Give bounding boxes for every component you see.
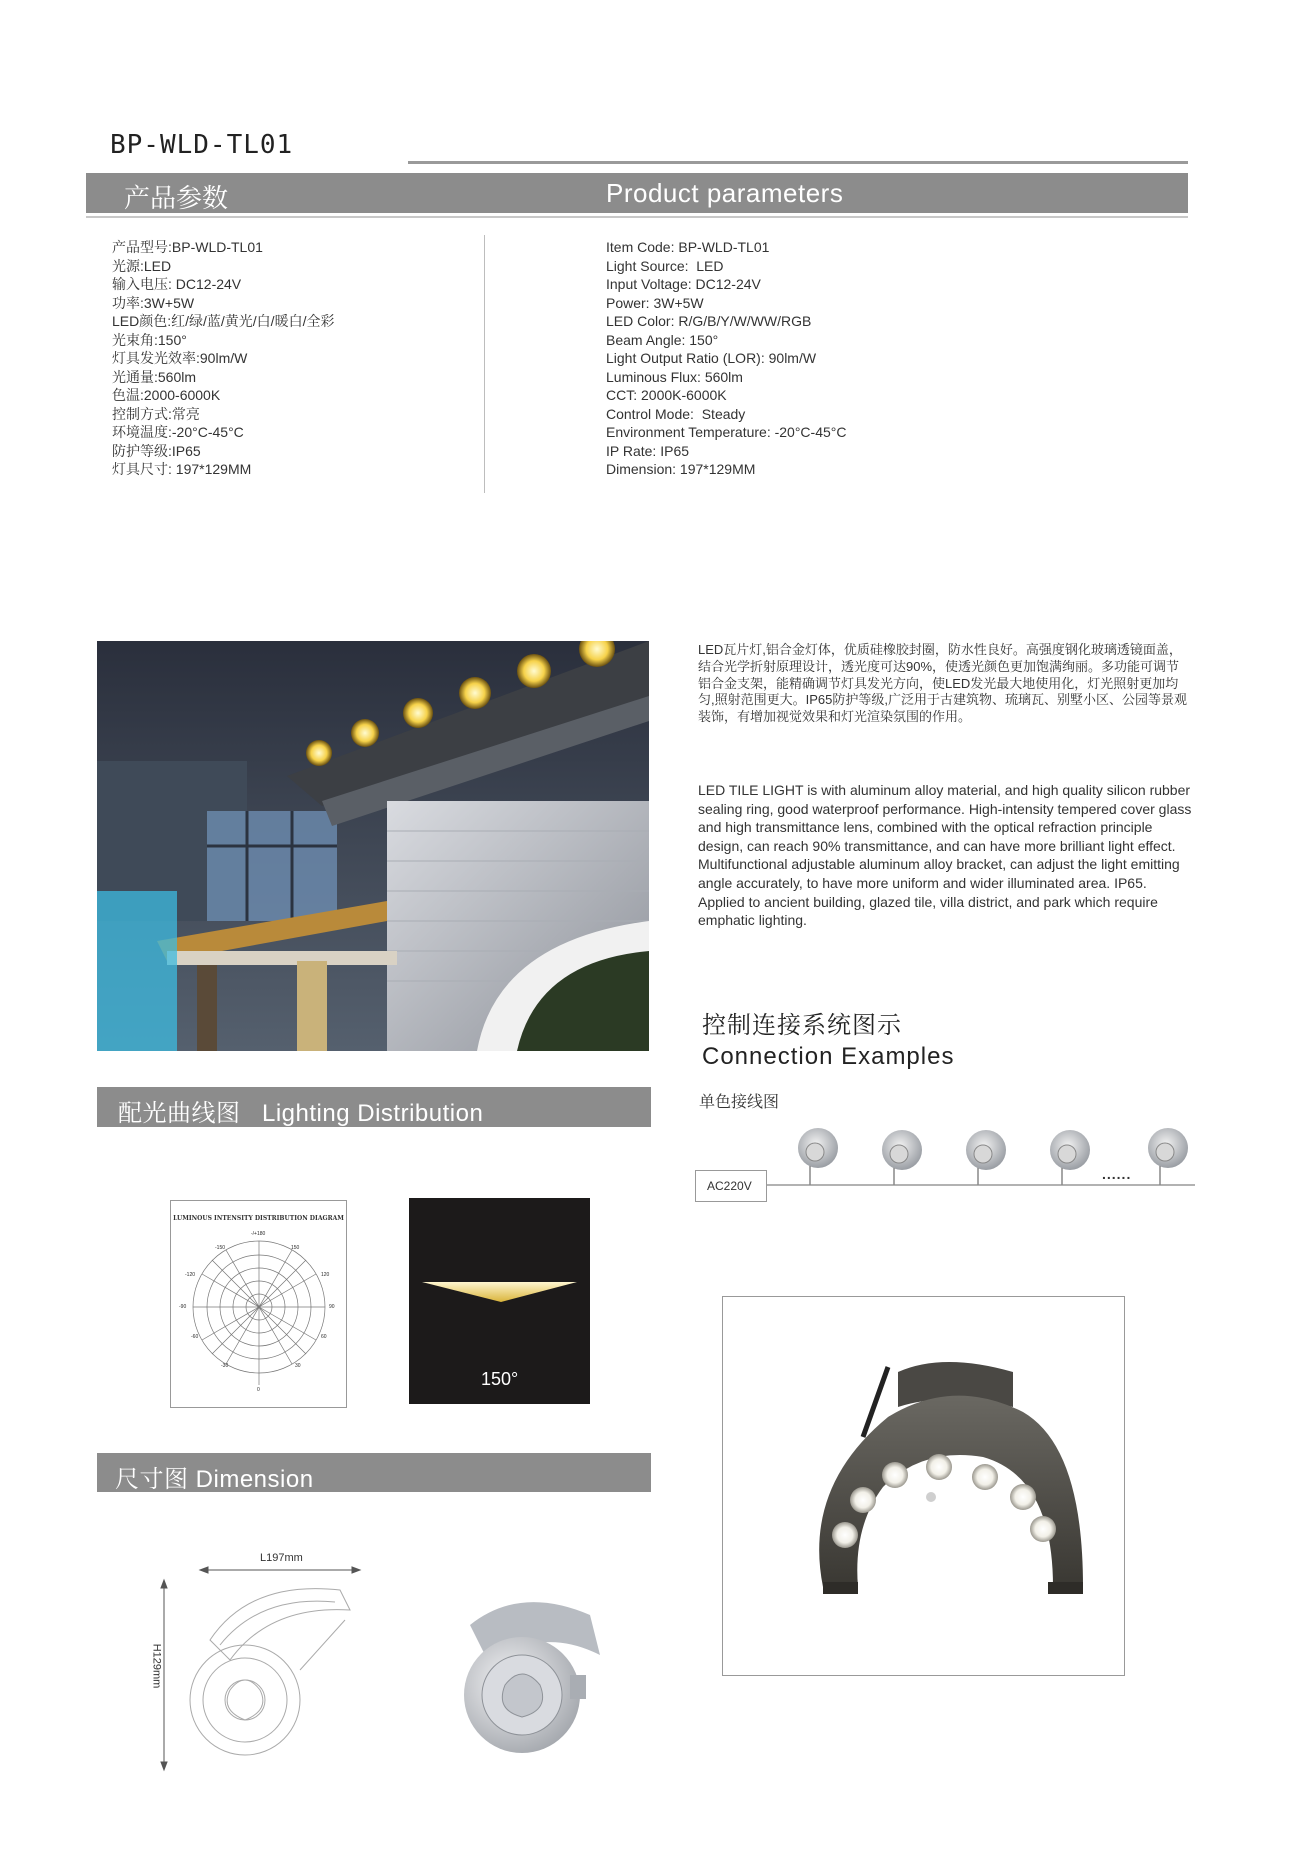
param-row: 防护等级:IP65 [112, 442, 201, 459]
param-row: Beam Angle: 150° [606, 331, 719, 348]
param-row: 色温:2000-6000K [112, 387, 221, 403]
param-row: 光通量:560lm [112, 368, 197, 385]
polar-diagram-title: LUMINOUS INTENSITY DISTRIBUTION DIAGRAM [173, 1215, 344, 1222]
dimension-header-title: 尺寸图 Dimension [115, 1466, 314, 1493]
dimension-length: L197mm [260, 1552, 303, 1564]
params-header-underline [86, 216, 1188, 218]
param-row: Luminous Flux: 560lm [606, 368, 743, 385]
param-row: 功率:3W+5W [112, 294, 195, 311]
params-header-cn: 产品参数 [124, 183, 229, 213]
angle-right-30: 30 [295, 1363, 301, 1369]
param-row: Control Mode: Steady [606, 405, 746, 422]
param-row: 灯具发光效率:90lm/W [112, 350, 248, 366]
dimension-height: H129mm [150, 1643, 163, 1689]
angle-left-60: -60 [191, 1334, 199, 1340]
dimension-header-bar [97, 1453, 651, 1492]
power-source-box [695, 1170, 767, 1202]
params-list-en [606, 238, 847, 479]
param-row: 灯具尺寸: 197*129MM [112, 461, 252, 477]
power-source-label: AC220V [707, 1179, 752, 1193]
description-en: LED TILE LIGHT is with aluminum alloy material, and high quality silicon rubber sealing ring, good waterproof performance. High-intensity tempered cover glass and high transmittance lens, combined with the optical refraction principle design, can reach 90% transmittance, and can have more brilliant light effect. Multifunctional adjustable aluminum alloy bracket, can adjust the light emitting angle accurately, to have more uniform and wider illuminated area. IP65. Applied to ancient building, glazed tile, villa district, and park which require emphatic lighting. [698, 782, 1192, 929]
connection-title-en: Connection Examples [702, 1043, 955, 1070]
params-list-cn [112, 238, 334, 479]
connection-title-cn: 控制连接系统图示 [702, 1012, 902, 1039]
params-header-en: Product parameters [606, 178, 844, 208]
product-render [440, 1585, 620, 1765]
angle-left-120: -120 [185, 1272, 196, 1278]
connection-title [702, 1010, 954, 1072]
wiring-diagram [690, 1110, 1200, 1206]
param-row: LED Color: R/G/B/Y/W/WW/RGB [606, 313, 812, 329]
param-row: Dimension: 197*129MM [606, 461, 756, 477]
param-row: Light Source: LED [606, 257, 724, 274]
beam-angle-graphic [409, 1198, 590, 1404]
params-header-bar [86, 173, 1188, 213]
wiring-ellipsis: ...... [1102, 1166, 1132, 1182]
angle-bottom: 0 [257, 1387, 260, 1393]
dimension-drawing [150, 1550, 380, 1780]
param-row: Power: 3W+5W [606, 294, 704, 311]
param-row: Environment Temperature: -20°C-45°C [606, 424, 847, 440]
angle-top: -/+180 [251, 1231, 266, 1237]
angle-right-150: 150 [291, 1245, 300, 1251]
angle-left-150: -150 [215, 1245, 226, 1251]
product-title: BP-WLD-TL01 [110, 130, 294, 160]
lighting-header-title: 配光曲线图 Lighting Distribution [118, 1100, 484, 1127]
title-rule [408, 161, 1188, 164]
description-cn: LED瓦片灯,铝合金灯体，优质硅橡胶封圈，防水性良好。高强度钢化玻璃透镜面盖，结合光学折射原理设计，透光度可达90%，使透光颜色更加饱满绚丽。多功能可调节铝合金支架，能精确调节灯具发光方向，使LED发光最大地使用化，灯光照射更加均匀,照射范围更大。IP65防护等级,广泛用于古建筑物、琉璃瓦、别墅小区、公园等景观装饰，有增加视觉效果和灯光渲染氛围的作用。 [698, 642, 1187, 725]
beam-angle-label: 150° [481, 1369, 519, 1389]
angle-right-90: 90 [329, 1304, 335, 1310]
param-row: Light Output Ratio (LOR): 90lm/W [606, 350, 817, 366]
param-row: 输入电压: DC12-24V [112, 276, 242, 292]
polar-diagram [170, 1200, 347, 1408]
installation-photo [97, 641, 649, 1051]
product-photo-frame [722, 1296, 1125, 1676]
param-row: CCT: 2000K-6000K [606, 387, 727, 403]
mono-wiring-label: 单色接线图 [699, 1094, 780, 1111]
param-row: LED颜色:红/绿/蓝/黄光/白/暖白/全彩 [112, 313, 335, 329]
angle-left-30: -30 [221, 1363, 229, 1369]
param-row: Input Voltage: DC12-24V [606, 276, 761, 292]
angle-left-90: -90 [179, 1304, 187, 1310]
param-row: 产品型号:BP-WLD-TL01 [112, 239, 263, 255]
angle-right-60: 60 [321, 1334, 327, 1340]
param-row: 光源:LED [112, 257, 172, 274]
angle-right-120: 120 [321, 1272, 330, 1278]
param-row: IP Rate: IP65 [606, 442, 690, 459]
param-row: Item Code: BP-WLD-TL01 [606, 239, 770, 255]
lighting-header-bar [97, 1087, 651, 1127]
params-divider [484, 235, 485, 493]
param-row: 环境温度:-20°C-45°C [112, 424, 244, 440]
param-row: 光束角:150° [112, 331, 187, 348]
param-row: 控制方式:常亮 [112, 405, 200, 422]
